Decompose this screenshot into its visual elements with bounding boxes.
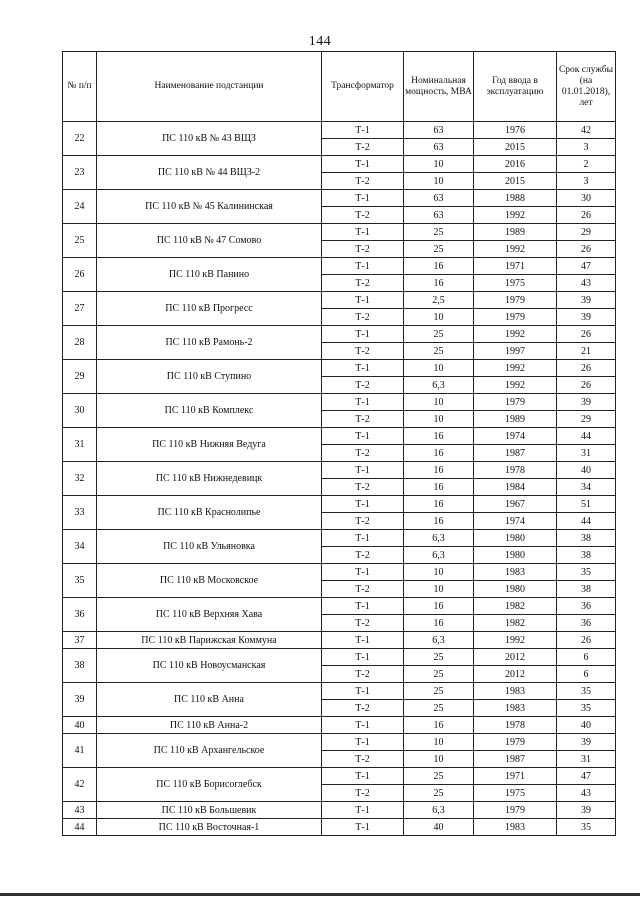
service-life-cell: 43 [557,275,616,292]
transformer-cell: Т-1 [322,258,404,275]
service-life-cell: 39 [557,734,616,751]
transformer-cell: Т-1 [322,292,404,309]
year-cell: 1974 [474,513,557,530]
power-cell: 10 [404,156,474,173]
power-cell: 10 [404,734,474,751]
service-life-cell: 38 [557,530,616,547]
power-cell: 25 [404,224,474,241]
substation-name: ПС 110 кВ Прогресс [97,292,322,326]
service-life-cell: 35 [557,564,616,581]
year-cell: 1979 [474,394,557,411]
year-cell: 2016 [474,156,557,173]
table-row [63,683,616,700]
row-number: 30 [63,394,97,428]
year-cell: 2012 [474,666,557,683]
power-cell: 63 [404,122,474,139]
power-cell: 6,3 [404,377,474,394]
row-number: 25 [63,224,97,258]
power-cell: 25 [404,666,474,683]
row-number: 32 [63,462,97,496]
year-cell: 1987 [474,751,557,768]
header-year: Год ввода в эксплуатацию [474,52,557,122]
power-cell: 40 [404,819,474,836]
substation-name: ПС 110 кВ Верхняя Хава [97,598,322,632]
row-number: 42 [63,768,97,802]
table-row [63,258,616,275]
transformer-cell: Т-2 [322,666,404,683]
transformer-cell: Т-2 [322,479,404,496]
year-cell: 1980 [474,530,557,547]
service-life-cell: 39 [557,292,616,309]
service-life-cell: 47 [557,768,616,785]
power-cell: 63 [404,207,474,224]
year-cell: 1979 [474,292,557,309]
transformer-cell: Т-1 [322,768,404,785]
year-cell: 1979 [474,802,557,819]
table-row [63,292,616,309]
bottom-divider [0,893,640,896]
power-cell: 16 [404,258,474,275]
transformer-cell: Т-1 [322,530,404,547]
year-cell: 1983 [474,700,557,717]
year-cell: 1992 [474,377,557,394]
substation-name: ПС 110 кВ Нижняя Ведуга [97,428,322,462]
substation-name: ПС 110 кВ Восточная-1 [97,819,322,836]
year-cell: 1975 [474,785,557,802]
transformer-cell: Т-2 [322,445,404,462]
substation-name: ПС 110 кВ Нижнедевицк [97,462,322,496]
year-cell: 2012 [474,649,557,666]
service-life-cell: 26 [557,360,616,377]
power-cell: 16 [404,496,474,513]
substation-name: ПС 110 кВ Анна-2 [97,717,322,734]
table-row [63,190,616,207]
substation-name: ПС 110 кВ № 44 ВЩЗ-2 [97,156,322,190]
table-row [63,717,616,734]
service-life-cell: 44 [557,428,616,445]
power-cell: 16 [404,513,474,530]
transformer-cell: Т-1 [322,190,404,207]
substation-name: ПС 110 кВ № 43 ВЩЗ [97,122,322,156]
row-number: 34 [63,530,97,564]
row-number: 36 [63,598,97,632]
transformer-cell: Т-1 [322,683,404,700]
year-cell: 1979 [474,309,557,326]
row-number: 24 [63,190,97,224]
transformer-cell: Т-2 [322,343,404,360]
service-life-cell: 26 [557,632,616,649]
row-number: 23 [63,156,97,190]
row-number: 39 [63,683,97,717]
year-cell: 1967 [474,496,557,513]
row-number: 44 [63,819,97,836]
service-life-cell: 6 [557,666,616,683]
table-row [63,156,616,173]
transformer-cell: Т-1 [322,394,404,411]
power-cell: 16 [404,462,474,479]
year-cell: 1989 [474,411,557,428]
year-cell: 1983 [474,564,557,581]
header-name: Наименование подстанции [97,52,322,122]
transformer-cell: Т-2 [322,207,404,224]
year-cell: 1992 [474,360,557,377]
substation-name: ПС 110 кВ Краснолипье [97,496,322,530]
power-cell: 10 [404,411,474,428]
substation-name: ПС 110 кВ Анна [97,683,322,717]
year-cell: 2015 [474,173,557,190]
year-cell: 1980 [474,581,557,598]
row-number: 29 [63,360,97,394]
transformer-cell: Т-2 [322,513,404,530]
row-number: 37 [63,632,97,649]
substation-name: ПС 110 кВ Ульяновка [97,530,322,564]
substation-table [62,51,616,836]
power-cell: 6,3 [404,802,474,819]
transformer-cell: Т-1 [322,156,404,173]
service-life-cell: 31 [557,751,616,768]
service-life-cell: 35 [557,700,616,717]
page-number: 144 [308,34,332,49]
service-life-cell: 35 [557,683,616,700]
power-cell: 25 [404,683,474,700]
service-life-cell: 35 [557,819,616,836]
power-cell: 10 [404,751,474,768]
table-row [63,768,616,785]
substation-name: ПС 110 кВ Панино [97,258,322,292]
year-cell: 1982 [474,615,557,632]
power-cell: 10 [404,360,474,377]
row-number: 28 [63,326,97,360]
service-life-cell: 26 [557,207,616,224]
power-cell: 16 [404,615,474,632]
row-number: 43 [63,802,97,819]
service-life-cell: 42 [557,122,616,139]
row-number: 33 [63,496,97,530]
transformer-cell: Т-2 [322,411,404,428]
service-life-cell: 38 [557,547,616,564]
power-cell: 25 [404,649,474,666]
service-life-cell: 29 [557,411,616,428]
year-cell: 1992 [474,632,557,649]
power-cell: 6,3 [404,632,474,649]
table-row [63,326,616,343]
transformer-cell: Т-2 [322,615,404,632]
year-cell: 1978 [474,462,557,479]
power-cell: 63 [404,139,474,156]
transformer-cell: Т-2 [322,377,404,394]
transformer-cell: Т-2 [322,139,404,156]
table-row [63,564,616,581]
transformer-cell: Т-2 [322,275,404,292]
header-num: № п/п [63,52,97,122]
transformer-cell: Т-1 [322,428,404,445]
year-cell: 1989 [474,224,557,241]
year-cell: 1975 [474,275,557,292]
service-life-cell: 40 [557,462,616,479]
substation-name: ПС 110 кВ Большевик [97,802,322,819]
service-life-cell: 26 [557,241,616,258]
transformer-cell: Т-1 [322,717,404,734]
row-number: 22 [63,122,97,156]
year-cell: 1983 [474,683,557,700]
service-life-cell: 31 [557,445,616,462]
power-cell: 2,5 [404,292,474,309]
year-cell: 1980 [474,547,557,564]
power-cell: 25 [404,700,474,717]
power-cell: 16 [404,445,474,462]
transformer-cell: Т-1 [322,224,404,241]
transformer-cell: Т-1 [322,564,404,581]
year-cell: 1992 [474,326,557,343]
transformer-cell: Т-1 [322,819,404,836]
substation-name: ПС 110 кВ Московское [97,564,322,598]
transformer-cell: Т-1 [322,326,404,343]
row-number: 27 [63,292,97,326]
service-life-cell: 26 [557,326,616,343]
service-life-cell: 39 [557,802,616,819]
table-row [63,530,616,547]
power-cell: 25 [404,326,474,343]
power-cell: 10 [404,581,474,598]
service-life-cell: 29 [557,224,616,241]
transformer-cell: Т-1 [322,649,404,666]
power-cell: 25 [404,785,474,802]
service-life-cell: 47 [557,258,616,275]
transformer-cell: Т-1 [322,496,404,513]
transformer-cell: Т-2 [322,785,404,802]
service-life-cell: 38 [557,581,616,598]
table-row [63,802,616,819]
year-cell: 1983 [474,819,557,836]
transformer-cell: Т-1 [322,632,404,649]
table-row [63,462,616,479]
service-life-cell: 39 [557,309,616,326]
service-life-cell: 36 [557,615,616,632]
header-service: Срок службы (на 01.01.2018), лет [557,52,616,122]
transformer-cell: Т-1 [322,734,404,751]
power-cell: 16 [404,598,474,615]
table-header-row [63,52,616,122]
table-row [63,819,616,836]
table-row [63,122,616,139]
table-row [63,428,616,445]
transformer-cell: Т-2 [322,173,404,190]
power-cell: 16 [404,275,474,292]
service-life-cell: 30 [557,190,616,207]
year-cell: 1992 [474,207,557,224]
power-cell: 63 [404,190,474,207]
table-body [63,122,616,836]
transformer-cell: Т-1 [322,122,404,139]
service-life-cell: 6 [557,649,616,666]
substation-name: ПС 110 кВ Рамонь-2 [97,326,322,360]
substation-name: ПС 110 кВ Архангельское [97,734,322,768]
substation-name: ПС 110 кВ Парижская Коммуна [97,632,322,649]
service-life-cell: 43 [557,785,616,802]
transformer-cell: Т-2 [322,547,404,564]
power-cell: 16 [404,479,474,496]
power-cell: 25 [404,241,474,258]
transformer-cell: Т-2 [322,751,404,768]
power-cell: 16 [404,428,474,445]
power-cell: 6,3 [404,547,474,564]
year-cell: 1974 [474,428,557,445]
year-cell: 2015 [474,139,557,156]
power-cell: 10 [404,564,474,581]
header-power: Номинальная мощность, МВА [404,52,474,122]
row-number: 31 [63,428,97,462]
year-cell: 1976 [474,122,557,139]
table-row [63,224,616,241]
row-number: 35 [63,564,97,598]
table-row [63,394,616,411]
service-life-cell: 34 [557,479,616,496]
row-number: 38 [63,649,97,683]
year-cell: 1982 [474,598,557,615]
service-life-cell: 40 [557,717,616,734]
transformer-cell: Т-2 [322,241,404,258]
year-cell: 1979 [474,734,557,751]
row-number: 41 [63,734,97,768]
table-row [63,632,616,649]
transformer-cell: Т-2 [322,581,404,598]
service-life-cell: 39 [557,394,616,411]
power-cell: 25 [404,343,474,360]
table-row [63,360,616,377]
power-cell: 10 [404,173,474,190]
transformer-cell: Т-1 [322,598,404,615]
table-row [63,598,616,615]
row-number: 40 [63,717,97,734]
transformer-cell: Т-1 [322,360,404,377]
year-cell: 1984 [474,479,557,496]
service-life-cell: 36 [557,598,616,615]
substation-name: ПС 110 кВ Ступино [97,360,322,394]
row-number: 26 [63,258,97,292]
year-cell: 1987 [474,445,557,462]
table-row [63,649,616,666]
substation-name: ПС 110 кВ № 45 Калининская [97,190,322,224]
year-cell: 1988 [474,190,557,207]
transformer-cell: Т-2 [322,700,404,717]
year-cell: 1978 [474,717,557,734]
power-cell: 10 [404,394,474,411]
header-transformer: Трансформатор [322,52,404,122]
year-cell: 1992 [474,241,557,258]
service-life-cell: 3 [557,173,616,190]
transformer-cell: Т-2 [322,309,404,326]
year-cell: 1997 [474,343,557,360]
power-cell: 16 [404,717,474,734]
substation-name: ПС 110 кВ № 47 Сомово [97,224,322,258]
service-life-cell: 3 [557,139,616,156]
power-cell: 25 [404,768,474,785]
substation-name: ПС 110 кВ Комплекс [97,394,322,428]
service-life-cell: 26 [557,377,616,394]
service-life-cell: 51 [557,496,616,513]
service-life-cell: 2 [557,156,616,173]
transformer-cell: Т-1 [322,802,404,819]
substation-name: ПС 110 кВ Борисоглебск [97,768,322,802]
table-row [63,734,616,751]
table-row [63,496,616,513]
substation-name: ПС 110 кВ Новоусманская [97,649,322,683]
service-life-cell: 21 [557,343,616,360]
power-cell: 6,3 [404,530,474,547]
year-cell: 1971 [474,768,557,785]
transformer-cell: Т-1 [322,462,404,479]
power-cell: 10 [404,309,474,326]
year-cell: 1971 [474,258,557,275]
service-life-cell: 44 [557,513,616,530]
